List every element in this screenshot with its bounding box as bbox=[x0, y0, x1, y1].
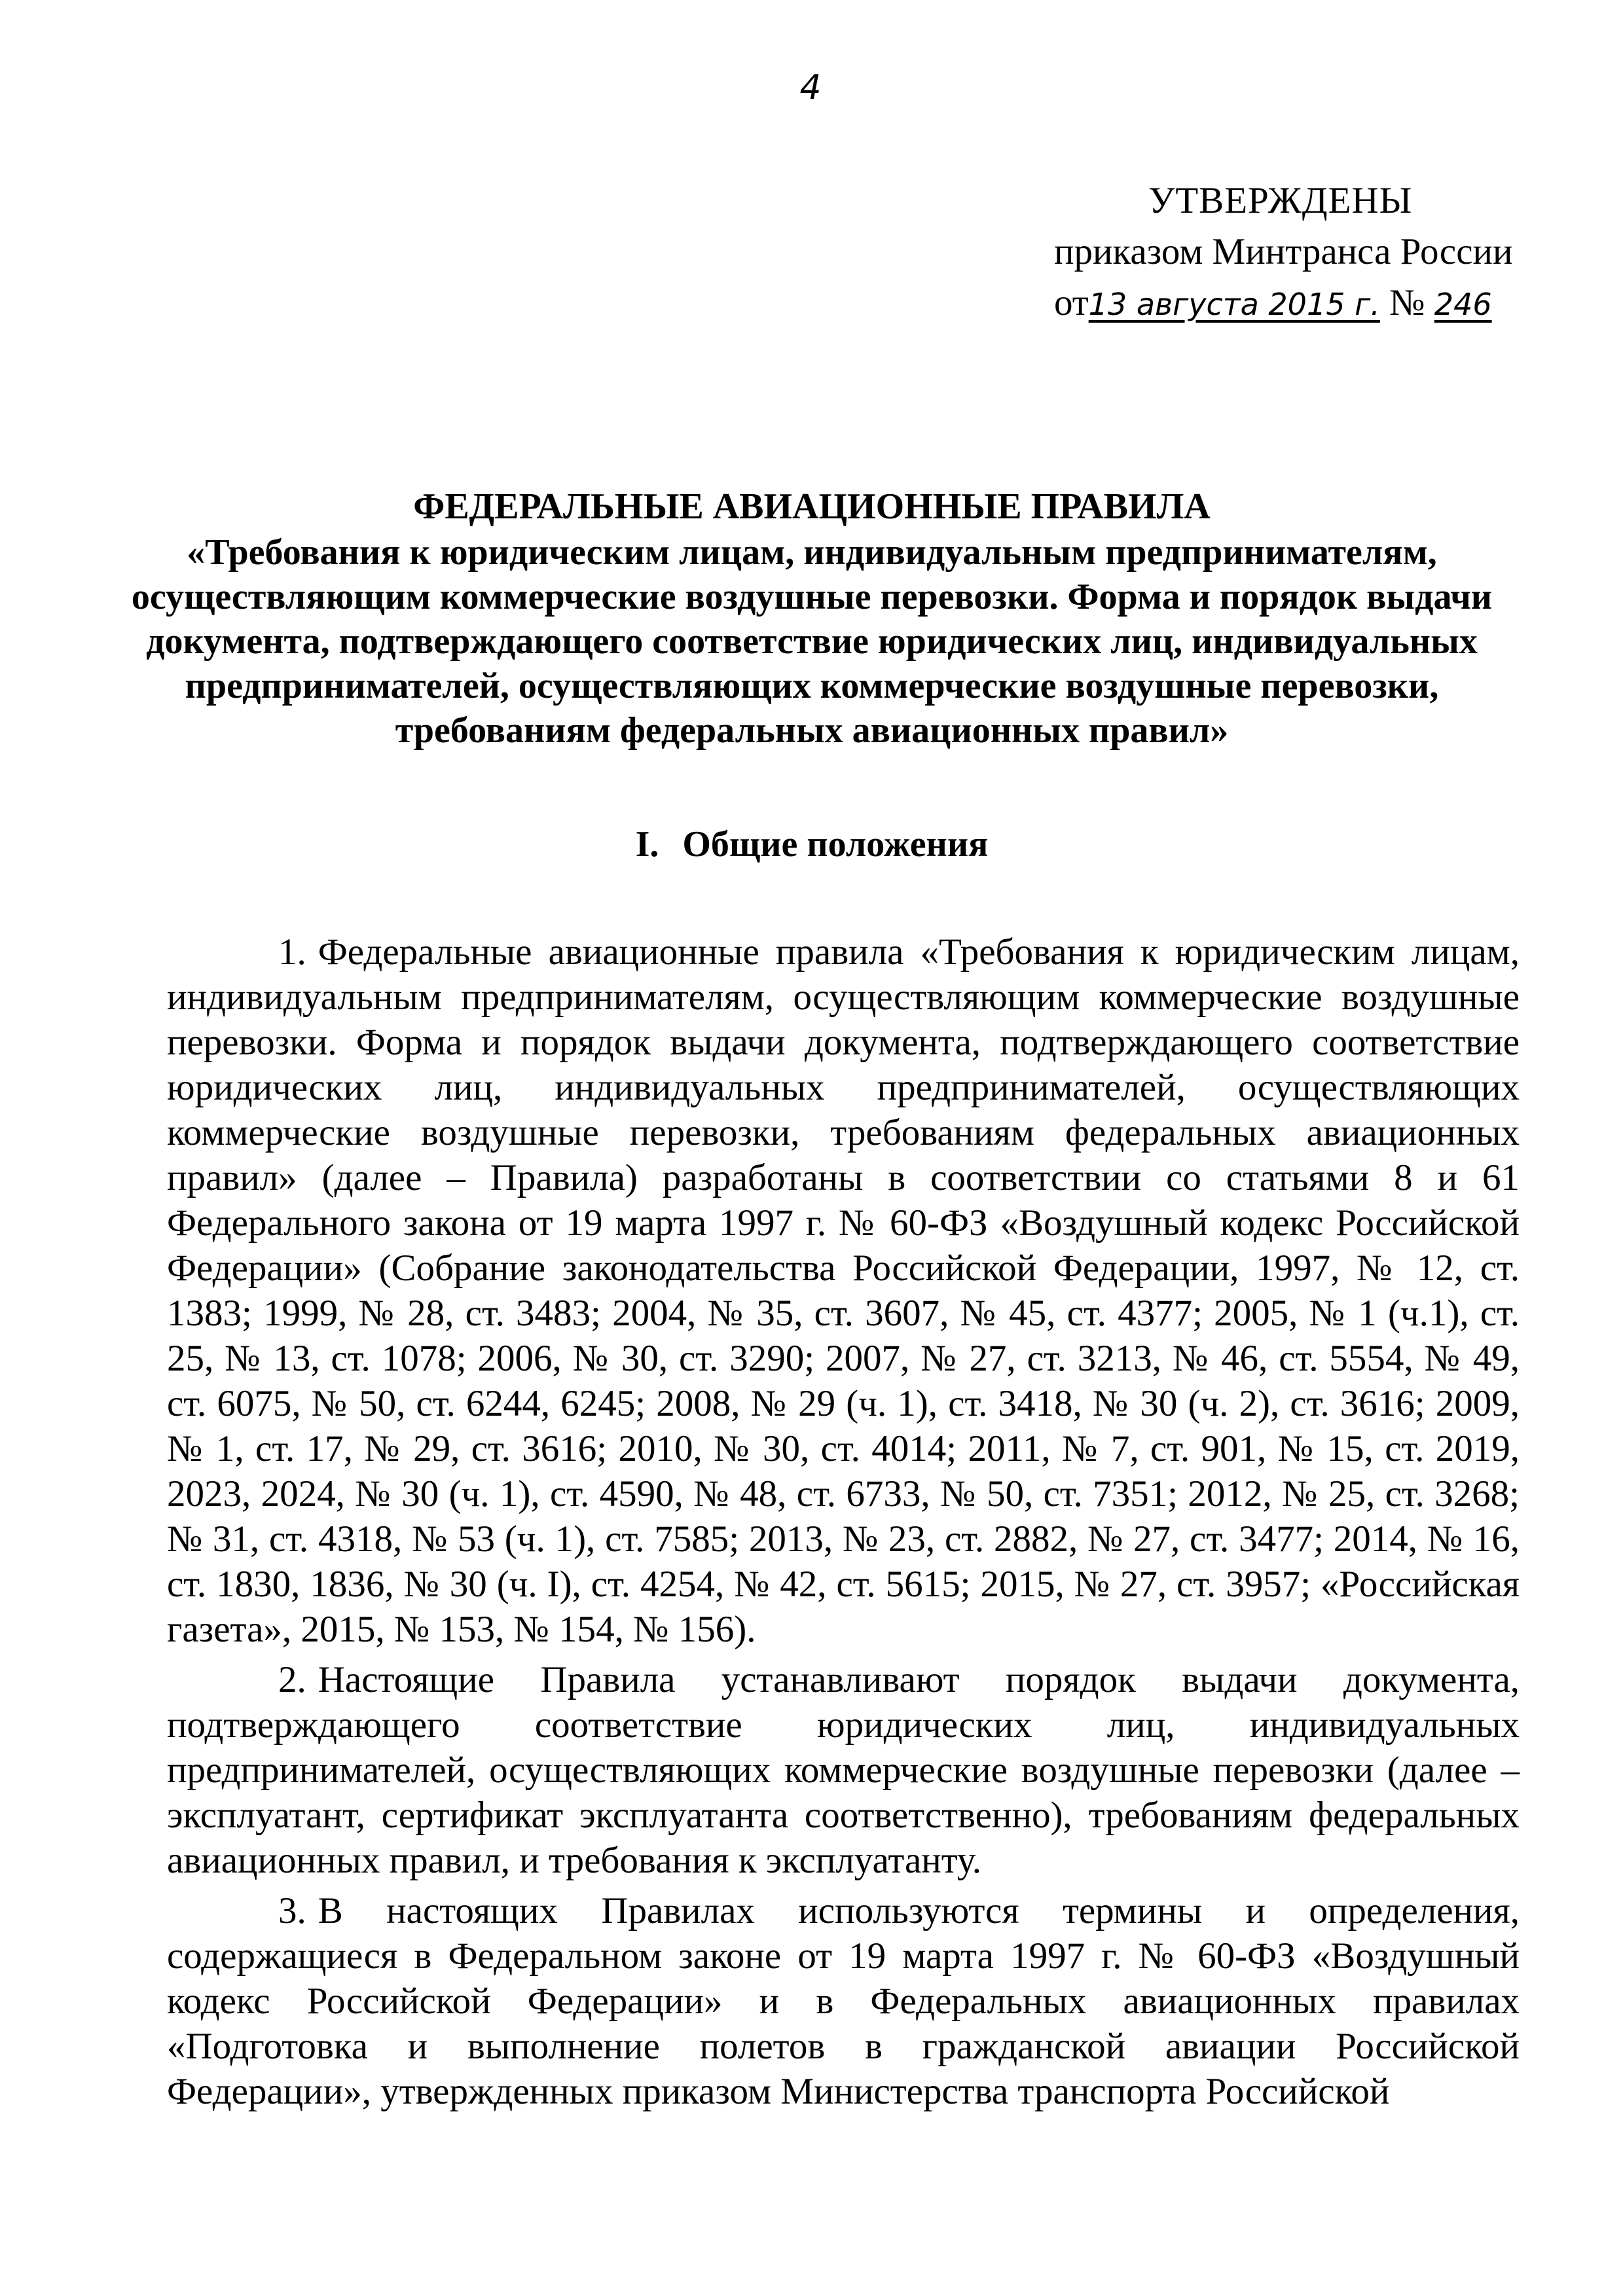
document-body bbox=[167, 929, 1520, 2119]
paragraph-text: Настоящие Правила устанавливают порядок выдачи документа, подтверждающего соответствие юридических лиц, индивидуальных предпринимателей, осуществляющих коммерческие воздушные перевозки (далее – эксплуатант, сертификат эксплуатанта соответственно), требованиям федеральных авиационных правил, и требования к эксплуатанту. bbox=[167, 1659, 1520, 1881]
paragraph-number: 3. bbox=[278, 1890, 306, 1931]
paragraph-text: Федеральные авиационные правила «Требования к юридическим лицам, индивидуальным предпринимателям, осуществляющим коммерческие воздушные перевозки. Форма и порядок выдачи документа, подтверждающего соответствие юридических лиц, индивидуальных предпринимателей, осуществляющих коммерческие воздушные перевозки, требованиям федеральных авиационных правил» (далее – Правила) разработаны в соответствии со статьями 8 и 61 Федерального закона от 19 марта 1997 г. № 60-ФЗ «Воздушный кодекс Российской Федерации» (Собрание законодательства Российской Федерации, 1997, № 12, ст. 1383; 1999, № 28, ст. 3483; 2004, № 35, ст. 3607, № 45, ст. 4377; 2005, № 1 (ч.1), ст. 25, № 13, ст. 1078; 2006, № 30, ст. 3290; 2007, № 27, ст. 3213, № 46, ст. 5554, № 49, ст. 6075, № 50, ст. 6244, 6245; 2008, № 29 (ч. 1), ст. 3418, № 30 (ч. 2), ст. 3616; 2009, № 1, ст. 17, № 29, ст. 3616; 2010, № 30, ст. 4014; 2011, № 7, ст. 901, № 15, ст. 2019, 2023, 2024, № 30 (ч. 1), ст. 4590, № 48, ст. 6733, № 50, ст. 7351; 2012, № 25, ст. 3268; № 31, ст. 4318, № 53 (ч. 1), ст. 7585; 2013, № 23, ст. 2882, № 27, ст. 3477; 2014, № 16, ст. 1830, 1836, № 30 (ч. I), ст. 4254, № 42, ст. 5615; 2015, № 27, ст. 3957; «Российская газета», 2015, № 153, № 154, № 156). bbox=[167, 931, 1520, 1650]
paragraph-text: В настоящих Правилах используются термины и определения, содержащиеся в Федеральном законе от 19 марта 1997 г. № 60-ФЗ «Воздушный кодекс Российской Федерации» и в Федеральных авиационных правилах «Подготовка и выполнение полетов в гражданской авиации Российской Федерации», утвержденных приказом Министерства транспорта Российской bbox=[167, 1890, 1520, 2112]
approval-date-line bbox=[1034, 278, 1519, 330]
section-heading bbox=[131, 823, 1493, 865]
paragraph-3 bbox=[167, 1888, 1520, 2114]
paragraph-1 bbox=[167, 929, 1520, 1652]
approval-stamp-block bbox=[1034, 175, 1519, 330]
page-number: 4 bbox=[799, 68, 822, 107]
handwritten-date: 13 августа 2015 г. bbox=[1088, 287, 1380, 322]
section-title: Общие положения bbox=[682, 824, 989, 865]
section-number: I. bbox=[635, 824, 659, 865]
paragraph-2 bbox=[167, 1657, 1520, 1883]
handwritten-order-number: 246 bbox=[1434, 287, 1492, 322]
approved-heading: УТВЕРЖДЕНЫ bbox=[1148, 180, 1413, 221]
approval-order-text: приказом Минтранса России bbox=[1054, 231, 1513, 272]
from-label: от bbox=[1054, 282, 1089, 323]
document-title bbox=[131, 484, 1493, 753]
title-subtitle: «Требования к юридическим лицам, индивидуальным предпринимателям, осуществляющим коммерческие воздушные перевозки. Форма и порядок выдачи документа, подтверждающего соответствие юридических лиц, индивидуальных предпринимателей, осуществляющих коммерческие воздушные перевозки, требованиям федеральных авиационных правил» bbox=[131, 532, 1493, 751]
paragraph-number: 2. bbox=[278, 1659, 306, 1700]
title-main: ФЕДЕРАЛЬНЫЕ АВИАЦИОННЫЕ ПРАВИЛА bbox=[413, 486, 1211, 527]
number-label: № bbox=[1389, 282, 1425, 323]
paragraph-number: 1. bbox=[278, 931, 306, 973]
